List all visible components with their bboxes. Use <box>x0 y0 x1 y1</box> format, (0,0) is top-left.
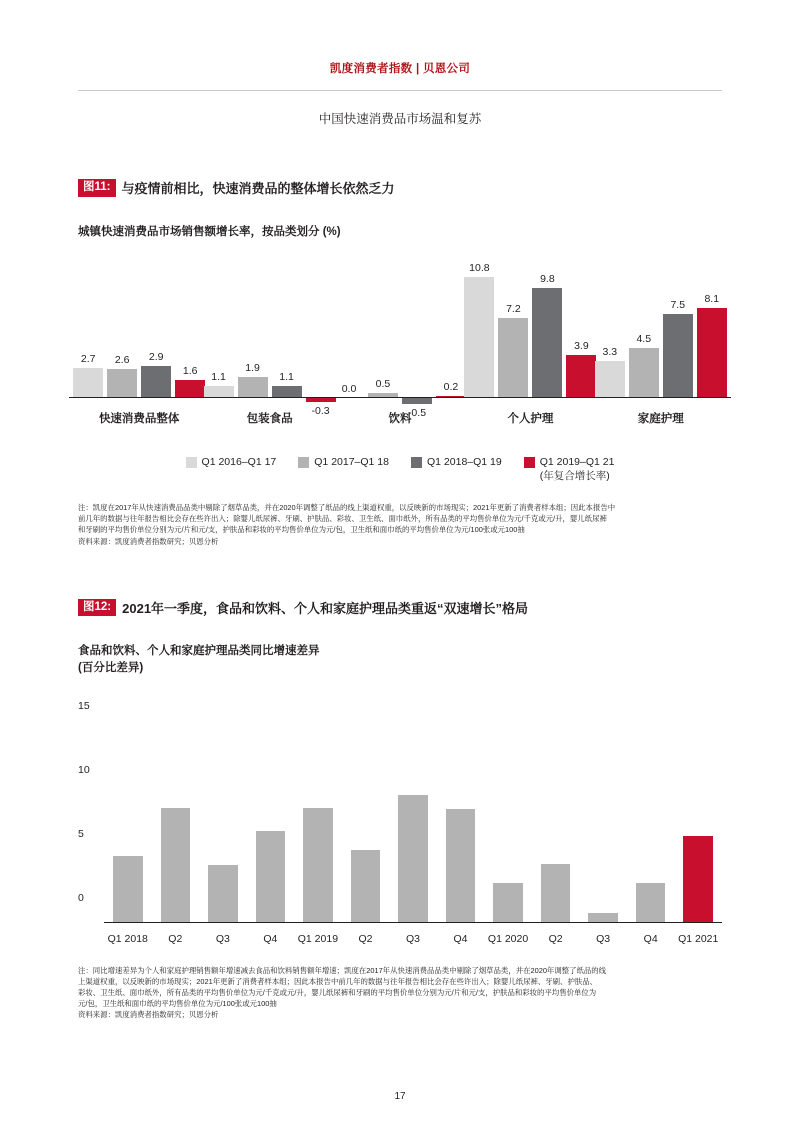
legend-item <box>298 456 389 468</box>
figure12-x-tick-label: Q2 <box>358 932 373 945</box>
figure11-bar <box>175 380 205 398</box>
figure11-bar-value-label: 2.9 <box>148 350 164 363</box>
figure12-y-tick-label: 5 <box>78 827 84 840</box>
figure11-bar-value-label: -0.3 <box>311 404 330 417</box>
figure11-legend <box>78 456 722 483</box>
document-subtitle: 中国快速消费品市场温和复苏 <box>318 112 482 126</box>
figure11-bar-value-label: 1.6 <box>182 365 198 378</box>
figure12-x-tick-label: Q2 <box>168 932 183 945</box>
figure11-bar <box>464 277 494 398</box>
figure12-title: 2021年一季度，食品和饮料、个人和家庭护理品类重返“双速增长”格局 <box>122 600 529 616</box>
figure11-bar <box>73 368 103 398</box>
figure11-bar-value-label: -0.5 <box>407 406 427 419</box>
figure11-bar <box>629 348 659 398</box>
legend-item <box>524 456 615 483</box>
figure12-bar <box>208 865 237 921</box>
legend-label: Q1 2016–Q1 17 <box>201 456 277 469</box>
figure11-category-label: 快速消费品整体 <box>98 413 180 426</box>
figure11-note-line: 前几年的数据与往年报告相比会存在些许出入；除婴儿纸尿裤、牙刷、护肤品、彩妆、卫生纸、面巾纸外，所有品类的平均售价单位为元/千克或元/升，婴儿纸尿裤 <box>78 514 607 524</box>
figure12-notes <box>78 965 722 1021</box>
figure11-bar <box>498 318 528 399</box>
legend-sublabel: (年复合增长率) <box>539 470 610 483</box>
figure11-bar-group <box>600 254 722 454</box>
figure11-source-line: 资料来源：凯度消费者指数研究；贝恩分析 <box>78 536 219 546</box>
brand-title: 凯度消费者指数 | 贝恩公司 <box>329 63 471 75</box>
figure12-x-tick-label: Q4 <box>453 932 468 945</box>
figure12-subtitle-line2: (百分比差异) <box>78 661 144 674</box>
figure11-bar <box>238 377 268 398</box>
figure11-bar-value-label: 8.1 <box>704 292 720 305</box>
figure11-notes <box>78 502 722 546</box>
figure12-chart-subtitle <box>78 643 722 676</box>
figure11-zero-line <box>69 397 209 398</box>
figure12-x-tick-label: Q4 <box>643 932 658 945</box>
figure12-y-tick-label: 0 <box>78 891 84 904</box>
header-divider <box>78 90 722 91</box>
figure11-chart <box>78 254 722 484</box>
figure11-bar <box>566 355 596 399</box>
figure12-x-tick-label: Q2 <box>548 932 563 945</box>
figure11-bar-value-label: 0.2 <box>443 380 459 393</box>
figure11-bar <box>697 308 727 399</box>
figure11-bar <box>663 314 693 398</box>
figure11-bar <box>107 369 137 398</box>
figure12-note-line: 注：同比增速差异为个人和家庭护理销售额年增速减去食品和饮料销售额年增速；凯度在2017年从快速消费品品类中剔除了烟草品类，并在2020年调整了纸品的线 <box>78 965 607 975</box>
figure12-tag: 图12: <box>78 599 116 617</box>
figure11-bar-value-label: 2.6 <box>114 354 130 367</box>
figure11-category-label: 饮料 <box>388 413 412 426</box>
figure12-title-row <box>78 599 722 618</box>
legend-label: Q1 2017–Q1 18 <box>314 456 389 469</box>
figure11-category-label: 个人护理 <box>507 413 554 426</box>
figure11-bar-value-label: 4.5 <box>636 332 652 345</box>
figure11-bar <box>595 361 625 398</box>
figure11-bar-value-label: 10.8 <box>469 262 490 275</box>
figure12-y-tick-label: 15 <box>78 699 90 712</box>
figure11-bar-group <box>339 254 461 454</box>
figure11-bar-value-label: 9.8 <box>540 273 555 286</box>
figure12-x-tick-label: Q1 2018 <box>107 932 148 945</box>
figure11-bar-value-label: 2.7 <box>80 352 96 365</box>
figure12-note-line: 上渠道权重，以反映新的市场现实；2021年更新了消费者样本组；因此本报告中前几年的数据与往年报告相比会存在些许出入；除婴儿纸尿裤、牙刷、护肤品、 <box>78 976 598 986</box>
figure12-bar <box>493 883 522 921</box>
legend-item <box>186 456 277 468</box>
figure12-note-line: 元/包，卫生纸和面巾纸的平均售价单位为元/100张或元100抽 <box>78 998 277 1008</box>
figure12-x-tick-label: Q4 <box>263 932 278 945</box>
figure11-note-line: 注：凯度在2017年从快速消费品品类中剔除了烟草品类，并在2020年调整了纸品的线上渠道权重，以反映新的市场现实；2021年更新了消费者样本组；因此本报告中 <box>78 503 616 513</box>
figure11-bar-value-label: 7.5 <box>670 299 686 312</box>
page-number: 17 <box>394 1091 406 1102</box>
figure11-title-row <box>78 179 722 198</box>
figure12-bar <box>588 913 617 922</box>
figure11-bar <box>141 366 171 398</box>
figure11-bar-group <box>469 254 591 454</box>
figure12-x-tick-label: Q3 <box>215 932 230 945</box>
figure11-note-line: 和牙刷的平均售价单位分别为元/片和元/支，护肤品和彩妆的平均售价单位为元/包，卫生纸和面巾纸的平均售价单位为元/100张或元100抽 <box>78 525 525 535</box>
figure11-chart-subtitle: 城镇快速消费品市场销售额增长率，按品类划分 (%) <box>78 225 341 238</box>
figure12-bar <box>636 883 665 921</box>
figure12-source-line: 资料来源：凯度消费者指数研究；贝恩分析 <box>78 1009 219 1019</box>
figure12-baseline <box>104 922 722 923</box>
figure12-bar <box>113 856 142 921</box>
figure11-zero-line <box>200 397 340 398</box>
figure11-bar-group <box>208 254 330 454</box>
figure11-bar-value-label: 1.1 <box>279 370 294 383</box>
legend-swatch-icon <box>298 457 309 468</box>
figure12-chart <box>78 697 722 947</box>
figure12-bar <box>351 850 380 922</box>
figure11-tag: 图11: <box>78 179 116 197</box>
page-header <box>78 0 722 127</box>
figure11-bar <box>532 288 562 398</box>
figure12-note-line: 彩妆、卫生纸、面巾纸外，所有品类的平均售价单位为元/千克或元/升，婴儿纸尿裤和牙刷的平均售价单位分别为元/片和元/支，护肤品和彩妆的平均售价单位为 <box>78 987 597 997</box>
figure11-bar-group <box>78 254 200 454</box>
figure11-category-label: 包装食品 <box>246 413 293 426</box>
figure12-bar <box>161 808 190 922</box>
legend-label: Q1 2019–Q1 21 (年复合增长率) <box>539 456 615 483</box>
figure12-bar <box>446 809 475 922</box>
figure12-x-tick-label: Q3 <box>596 932 611 945</box>
legend-item <box>411 456 502 468</box>
figure11-category-label: 家庭护理 <box>637 413 684 426</box>
legend-label: Q1 2018–Q1 19 <box>427 456 502 469</box>
figure12-y-tick-label: 10 <box>78 763 90 776</box>
figure11-zero-line <box>460 397 600 398</box>
figure11-zero-line <box>330 397 470 398</box>
figure11-bar-value-label: 7.2 <box>506 302 521 315</box>
figure12-bar <box>541 864 570 922</box>
figure12-bar <box>683 836 712 922</box>
figure11-bar-value-label: 3.3 <box>602 346 618 359</box>
figure11-zero-line <box>591 397 731 398</box>
figure11-bar <box>402 398 432 404</box>
figure12-bar <box>256 831 285 922</box>
figure11-bar <box>306 398 336 401</box>
figure11-bar-value-label: 0.0 <box>341 383 357 396</box>
figure12-x-tick-label: Q1 2021 <box>678 932 719 945</box>
figure11-bar-value-label: 1.9 <box>245 361 260 374</box>
figure12-bar <box>303 808 332 922</box>
figure12-subtitle-line1: 食品和饮料、个人和家庭护理品类同比增速差异 <box>78 645 320 658</box>
figure11-bar-value-label: 1.1 <box>211 370 226 383</box>
figure12-x-tick-label: Q1 2020 <box>487 932 529 945</box>
legend-swatch-icon <box>411 457 422 468</box>
figure11-bar-value-label: 3.9 <box>574 339 589 352</box>
figure11-bar-value-label: 0.5 <box>375 377 391 390</box>
legend-swatch-icon <box>524 457 535 468</box>
figure12-bar <box>398 795 427 922</box>
figure11-title: 与疫情前相比，快速消费品的整体增长依然乏力 <box>121 181 395 196</box>
figure12-x-tick-label: Q1 2019 <box>297 932 339 945</box>
figure12-x-tick-label: Q3 <box>405 932 420 945</box>
legend-swatch-icon <box>186 457 197 468</box>
